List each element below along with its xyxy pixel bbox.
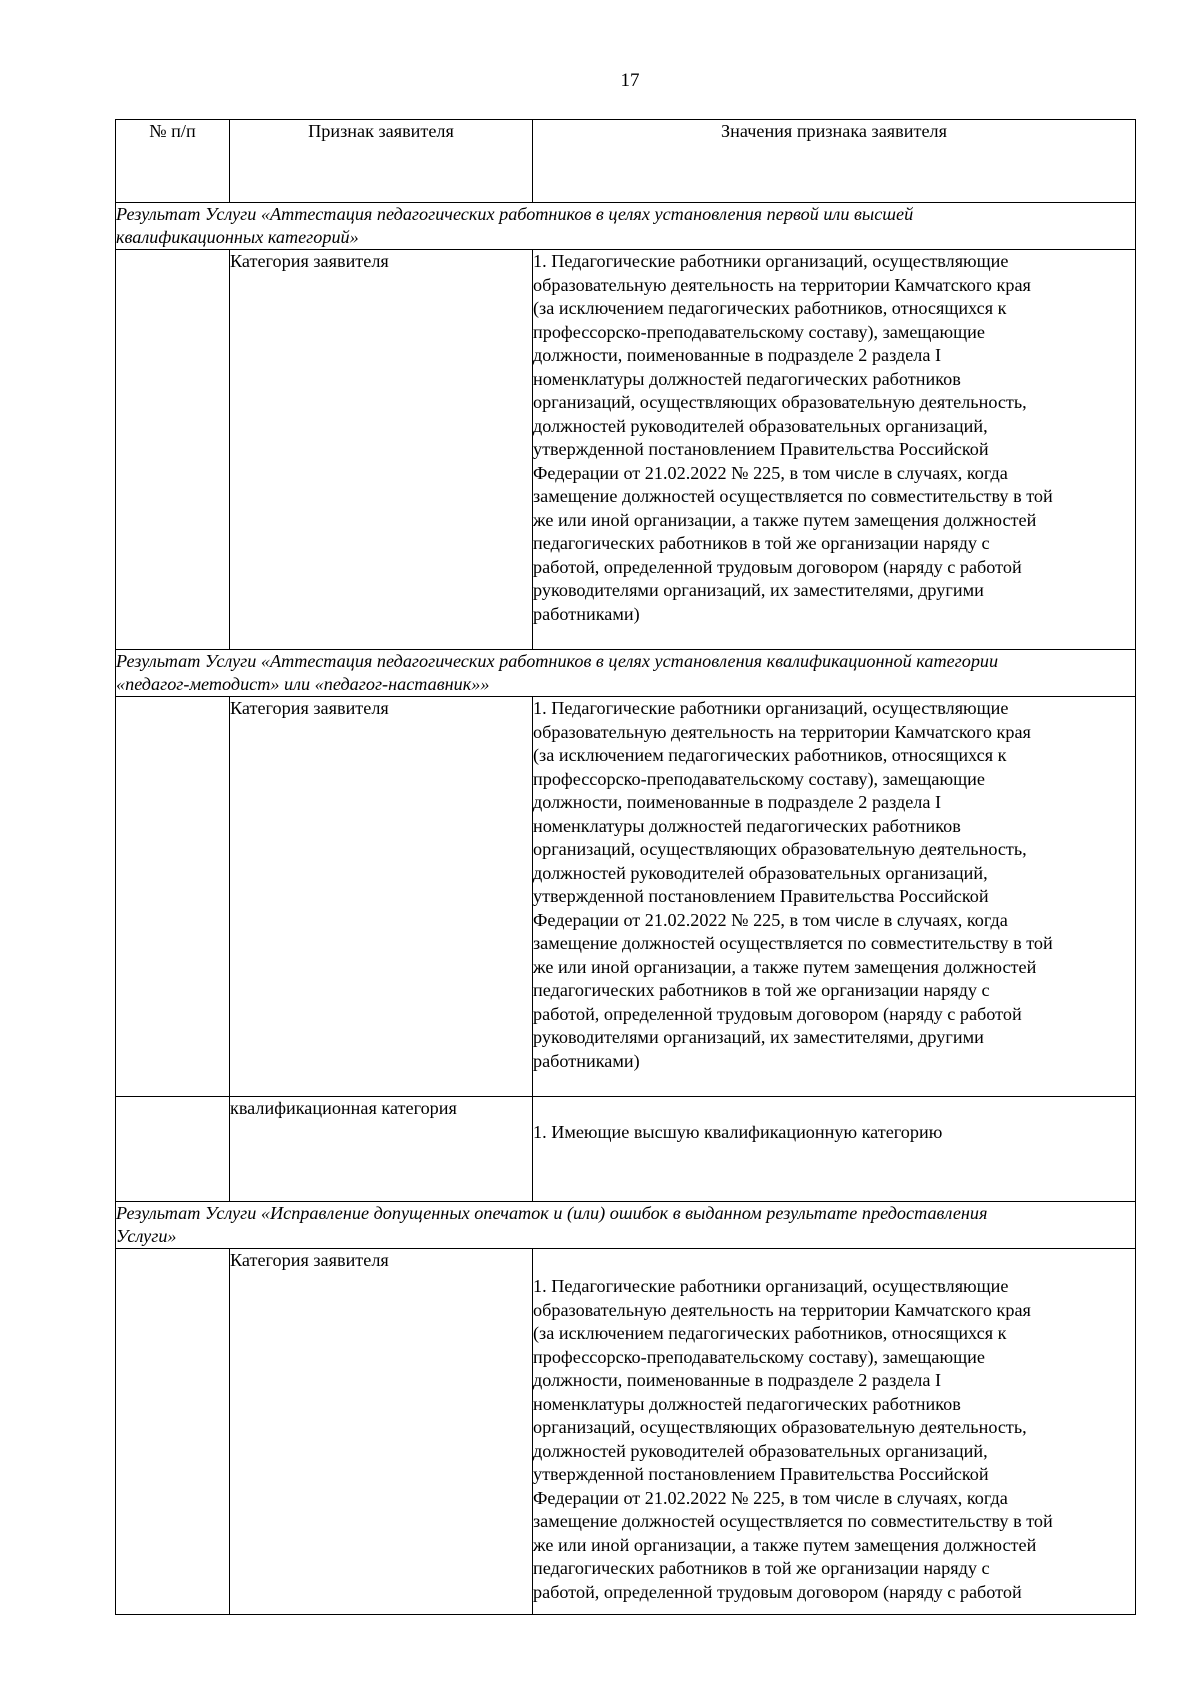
value-line: работниками) (533, 1050, 640, 1071)
value-line: (за исключением педагогических работников, относящихся к (533, 745, 1007, 765)
value-line: утвержденной постановлением Правительства Российской (533, 1464, 989, 1484)
value-line: профессорско-преподавательскому составу), замещающие (533, 768, 985, 789)
section-title-line: Результат Услуги «Аттестация педагогических работников в целях установления квалификационной категории (116, 651, 999, 671)
table-header-row (116, 120, 1136, 203)
row-attribute: Категория заявителя (230, 1249, 533, 1615)
section-title (116, 650, 1136, 697)
table-row (116, 1097, 1136, 1202)
value-line: руководителями организаций, их заместителями, другими (533, 580, 984, 600)
value-line: утвержденной постановлением Правительства Российской (533, 439, 989, 459)
section-title-line: Результат Услуги «Исправление допущенных опечаток и (или) ошибок в выданном результате предоставления (116, 1203, 988, 1223)
table-row (116, 697, 1136, 1097)
section-title-line: «педагог-методист» или «педагог-наставник»» (116, 674, 490, 694)
row-attribute: Категория заявителя (230, 250, 533, 650)
value-line: должности, поименованные в подразделе 2 раздела I (533, 1370, 942, 1390)
value-line: образовательную деятельность на территории Камчатского края (533, 721, 1031, 742)
section-title-line: квалификационных категорий» (116, 227, 359, 247)
value-line: образовательную деятельность на территории Камчатского края (533, 1299, 1031, 1320)
header-attribute: Признак заявителя (230, 120, 533, 203)
value-line: (за исключением педагогических работников, относящихся к (533, 298, 1007, 318)
row-number (116, 697, 230, 1097)
row-attribute: Категория заявителя (230, 697, 533, 1097)
value-line: работниками) (533, 603, 640, 624)
section-title (116, 203, 1136, 250)
value-line: организаций, осуществляющих образовательную деятельность, (533, 839, 1027, 859)
value-line: организаций, осуществляющих образовательную деятельность, (533, 392, 1027, 412)
value-line: работой, определенной трудовым договором (наряду с работой (533, 1003, 1022, 1024)
value-line: номенклатуры должностей педагогических работников (533, 815, 961, 836)
value-line: руководителями организаций, их заместителями, другими (533, 1027, 984, 1047)
value-line: номенклатуры должностей педагогических работников (533, 368, 961, 389)
value-line: же или иной организации, а также путем замещения должностей (533, 509, 1037, 530)
value-line: профессорско-преподавательскому составу), замещающие (533, 321, 985, 342)
value-line: педагогических работников в той же организации наряду с (533, 533, 990, 553)
value-line: работой, определенной трудовым договором (наряду с работой (533, 1581, 1022, 1602)
applicant-attributes-table (115, 119, 1136, 1615)
row-value (533, 697, 1136, 1097)
page-number: 17 (620, 70, 640, 91)
table-row (116, 1249, 1136, 1615)
row-value (533, 250, 1136, 650)
section-title-line: Результат Услуги «Аттестация педагогических работников в целях установления первой или высшей (116, 204, 914, 224)
value-line: образовательную деятельность на территории Камчатского края (533, 274, 1031, 295)
section-title (116, 1202, 1136, 1249)
row-number (116, 250, 230, 650)
value-line: должности, поименованные в подразделе 2 раздела I (533, 345, 942, 365)
value-line: 1. Педагогические работники организаций, осуществляющие (533, 1276, 1009, 1296)
value-line: утвержденной постановлением Правительства Российской (533, 886, 989, 906)
row-value (533, 1249, 1136, 1615)
value-line: Федерации от 21.02.2022 № 225, в том числе в случаях, когда (533, 1487, 1008, 1508)
value-line: же или иной организации, а также путем замещения должностей (533, 1534, 1037, 1555)
section-title-row (116, 650, 1136, 697)
value-line: замещение должностей осуществляется по совместительству в той (533, 933, 1053, 953)
value-line: замещение должностей осуществляется по совместительству в той (533, 486, 1053, 506)
value-line: работой, определенной трудовым договором (наряду с работой (533, 556, 1022, 577)
row-attribute: квалификационная категория (230, 1097, 533, 1202)
section-title-line: Услуги» (116, 1226, 177, 1246)
value-line: должностей руководителей образовательных организаций, (533, 415, 988, 436)
value-line: Федерации от 21.02.2022 № 225, в том числе в случаях, когда (533, 909, 1008, 930)
value-line: организаций, осуществляющих образовательную деятельность, (533, 1417, 1027, 1437)
row-number (116, 1249, 230, 1615)
value-line: Федерации от 21.02.2022 № 225, в том числе в случаях, когда (533, 462, 1008, 483)
value-line: номенклатуры должностей педагогических работников (533, 1393, 961, 1414)
value-line: же или иной организации, а также путем замещения должностей (533, 956, 1037, 977)
row-value (533, 1097, 1136, 1202)
row-number (116, 1097, 230, 1202)
value-line: должностей руководителей образовательных организаций, (533, 862, 988, 883)
table-row (116, 250, 1136, 650)
header-attribute-values: Значения признака заявителя (533, 120, 1136, 203)
value-line: 1. Педагогические работники организаций, осуществляющие (533, 698, 1009, 718)
value-line: педагогических работников в той же организации наряду с (533, 980, 990, 1000)
value-line: профессорско-преподавательскому составу), замещающие (533, 1346, 985, 1367)
value-line: педагогических работников в той же организации наряду с (533, 1558, 990, 1578)
header-number: № п/п (116, 120, 230, 203)
value-line: должности, поименованные в подразделе 2 раздела I (533, 792, 942, 812)
value-line: 1. Педагогические работники организаций, осуществляющие (533, 251, 1009, 271)
section-title-row (116, 1202, 1136, 1249)
value-line: 1. Имеющие высшую квалификационную категорию (533, 1122, 943, 1142)
value-line: замещение должностей осуществляется по совместительству в той (533, 1511, 1053, 1531)
section-title-row (116, 203, 1136, 250)
value-line: (за исключением педагогических работников, относящихся к (533, 1323, 1007, 1343)
value-line: должностей руководителей образовательных организаций, (533, 1440, 988, 1461)
